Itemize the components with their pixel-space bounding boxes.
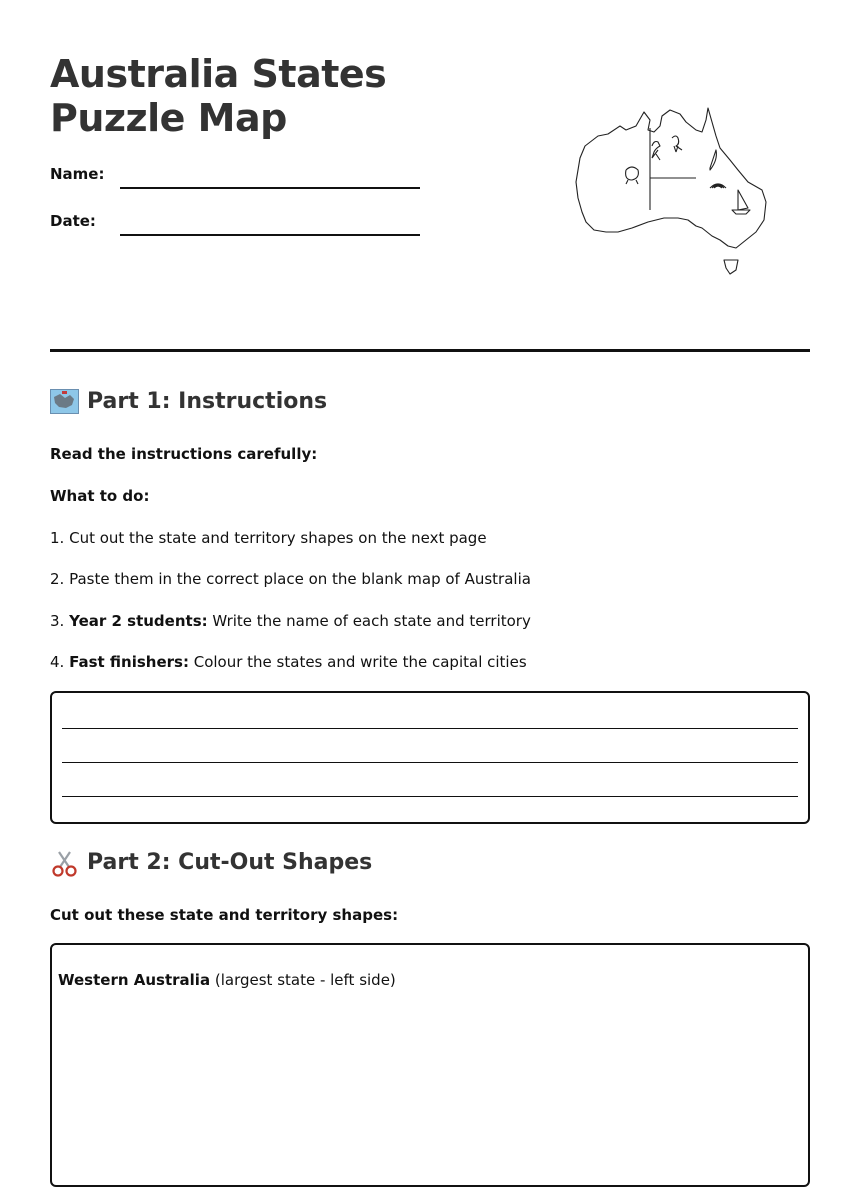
date-field[interactable] [120, 234, 420, 236]
surfboard-icon [710, 150, 716, 170]
date-label: Date: [50, 212, 96, 230]
map-icon [50, 389, 79, 414]
rainbow-icon [710, 184, 726, 188]
shape-note: (largest state - left side) [214, 971, 396, 989]
scissors-icon [50, 850, 79, 875]
name-field[interactable] [120, 187, 420, 189]
step-1: 1. Cut out the state and territory shapes on the next page [50, 529, 487, 547]
page-title: Australia States Puzzle Map [50, 52, 387, 140]
writing-box[interactable] [50, 691, 810, 824]
tasmania-outline [724, 260, 738, 274]
instructions-intro: Read the instructions carefully: [50, 445, 318, 463]
what-to-do-label: What to do: [50, 487, 150, 505]
koala-icon [626, 167, 639, 184]
writing-line[interactable] [62, 728, 798, 729]
bird-icon [672, 136, 682, 152]
step-4: 4. Fast finishers: Colour the states and write the capital cities [50, 653, 527, 671]
divider [50, 349, 810, 352]
writing-line[interactable] [62, 796, 798, 797]
step-3: 3. Year 2 students: Write the name of each state and territory [50, 612, 531, 630]
part1-heading [50, 389, 327, 414]
step-2: 2. Paste them in the correct place on the blank map of Australia [50, 570, 531, 588]
shape-name: Western Australia [58, 971, 211, 989]
part1-heading-text: Part 1: Instructions [87, 389, 328, 414]
name-label: Name: [50, 165, 105, 183]
writing-line[interactable] [62, 762, 798, 763]
shape-box [50, 943, 810, 1187]
cutout-intro: Cut out these state and territory shapes: [50, 906, 399, 924]
kangaroo-icon [652, 142, 660, 161]
australia-map-image [540, 50, 790, 290]
part2-heading [50, 850, 372, 875]
sailboat-icon [732, 190, 750, 214]
part2-heading-text: Part 2: Cut-Out Shapes [87, 850, 373, 875]
shape-caption [58, 971, 396, 989]
